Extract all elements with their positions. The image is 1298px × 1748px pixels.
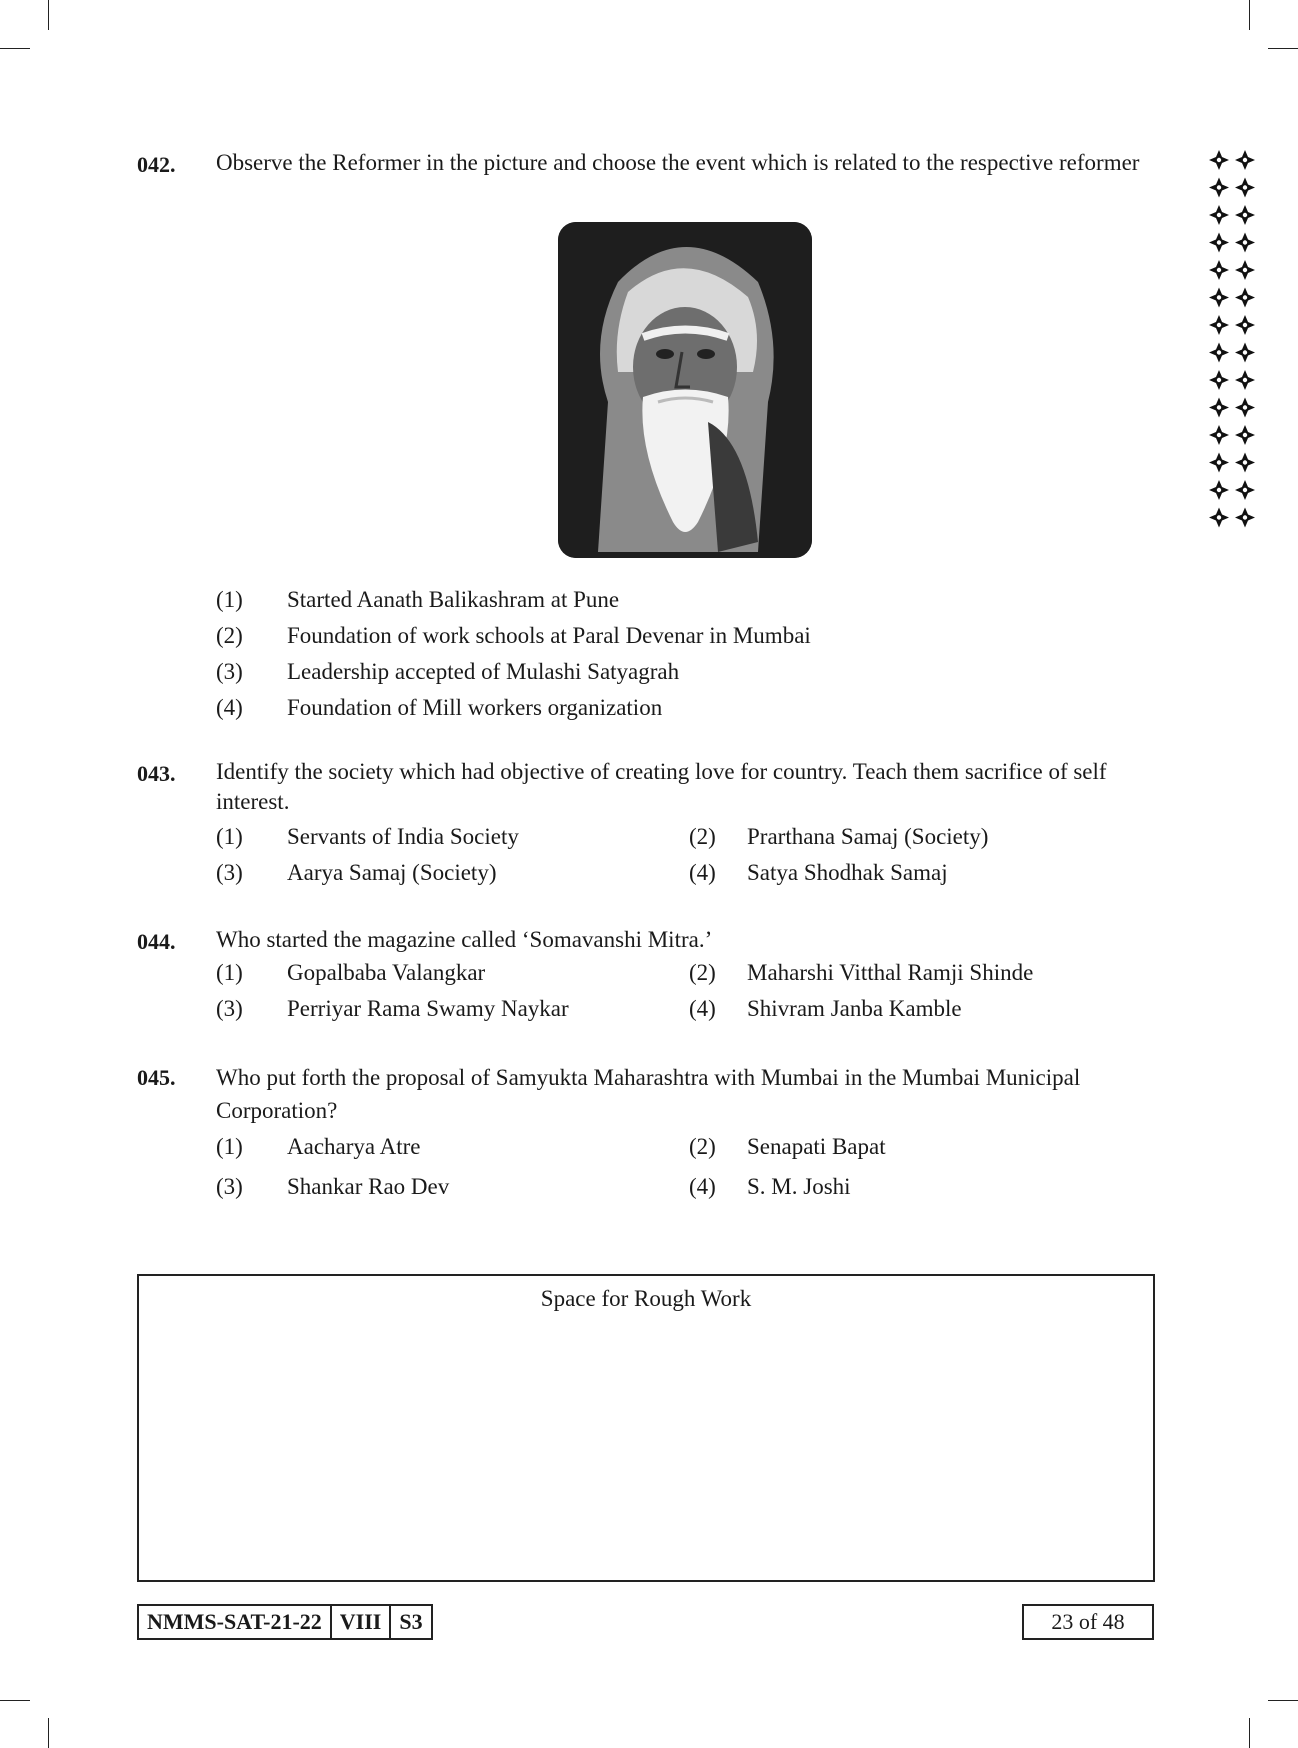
option-number: (1) [216, 587, 243, 612]
exam-code: NMMS-SAT-21-22 [139, 1606, 332, 1638]
option-text[interactable]: Gopalbaba Valangkar [287, 960, 486, 985]
option-text[interactable]: S. M. Joshi [747, 1174, 851, 1199]
question-text: Who started the magazine called ‘Somavanshi Mitra.’ [216, 927, 713, 952]
option-number[interactable]: (4) [689, 860, 716, 885]
option[interactable] [137, 618, 1155, 654]
option-number[interactable]: (2) [689, 1134, 716, 1159]
option-number: (3) [216, 659, 243, 684]
crop-mark [1249, 0, 1250, 30]
option-text[interactable]: Shivram Janba Kamble [747, 996, 962, 1021]
footer-exam-code [137, 1604, 433, 1640]
option-text: Leadership accepted of Mulashi Satyagrah [287, 659, 680, 684]
option-number[interactable]: (1) [216, 824, 243, 849]
crop-mark [1249, 1718, 1250, 1748]
option-number[interactable]: (3) [216, 860, 243, 885]
crop-mark [48, 0, 49, 30]
decorative-border-icon [1205, 150, 1263, 540]
crop-mark [48, 1718, 49, 1748]
question-number: 045. [137, 1065, 176, 1090]
page-number: 23 of 48 [1022, 1604, 1154, 1640]
crop-mark [0, 48, 30, 49]
option[interactable] [137, 582, 1155, 618]
options-042 [137, 582, 1155, 726]
option[interactable] [137, 690, 1155, 726]
option-row [137, 955, 1155, 991]
question-text: Observe the Reformer in the picture and choose the event which is related to the respective reformer [216, 150, 1140, 175]
option-number[interactable]: (2) [689, 824, 716, 849]
question-043 [137, 757, 1155, 891]
option-text[interactable]: Senapati Bapat [747, 1134, 886, 1159]
option-row [137, 819, 1155, 855]
set-label: S3 [399, 1609, 423, 1634]
question-045 [137, 1061, 1155, 1207]
question-text: Identify the society which had objective of creating love for country. Teach them sacrifice of self interest. [216, 759, 1107, 814]
question-number: 044. [137, 929, 176, 954]
option-number: (2) [216, 623, 243, 648]
crop-mark [0, 1700, 30, 1701]
option-row [137, 855, 1155, 891]
rough-work-title: Space for Rough Work [540, 1286, 752, 1311]
option-text[interactable]: Prarthana Samaj (Society) [747, 824, 989, 849]
option-number[interactable]: (1) [216, 1134, 243, 1159]
option-row [137, 1167, 1155, 1207]
option-text: Foundation of work schools at Paral Devenar in Mumbai [287, 623, 811, 648]
option-number[interactable]: (1) [216, 960, 243, 985]
option-text[interactable]: Aacharya Atre [287, 1134, 421, 1159]
option-text: Started Aanath Balikashram at Pune [287, 587, 620, 612]
option-text[interactable]: Satya Shodhak Samaj [747, 860, 948, 885]
option-row [137, 991, 1155, 1027]
question-number: 043. [137, 761, 176, 786]
option-text[interactable]: Aarya Samaj (Society) [287, 860, 497, 885]
option[interactable] [137, 654, 1155, 690]
option-text[interactable]: Maharshi Vitthal Ramji Shinde [747, 960, 1034, 985]
option-number[interactable]: (3) [216, 1174, 243, 1199]
question-number: 042. [137, 152, 176, 177]
crop-mark [1268, 48, 1298, 49]
option-number[interactable]: (2) [689, 960, 716, 985]
option-number: (4) [216, 695, 243, 720]
option-number[interactable]: (4) [689, 1174, 716, 1199]
question-text: Who put forth the proposal of Samyukta Maharashtra with Mumbai in the Mumbai Municipal Corporation? [216, 1065, 1081, 1123]
crop-mark [1268, 1700, 1298, 1701]
rough-work-box[interactable] [137, 1274, 1155, 1582]
option-text[interactable]: Shankar Rao Dev [287, 1174, 450, 1199]
option-row [137, 1127, 1155, 1167]
reformer-portrait [558, 222, 812, 558]
option-text: Foundation of Mill workers organization [287, 695, 663, 720]
question-044 [137, 925, 1155, 1027]
question-042 [137, 148, 1155, 178]
option-number[interactable]: (3) [216, 996, 243, 1021]
option-text[interactable]: Servants of India Society [287, 824, 519, 849]
option-number[interactable]: (4) [689, 996, 716, 1021]
class-label: VIII [332, 1606, 392, 1638]
option-text[interactable]: Perriyar Rama Swamy Naykar [287, 996, 569, 1021]
